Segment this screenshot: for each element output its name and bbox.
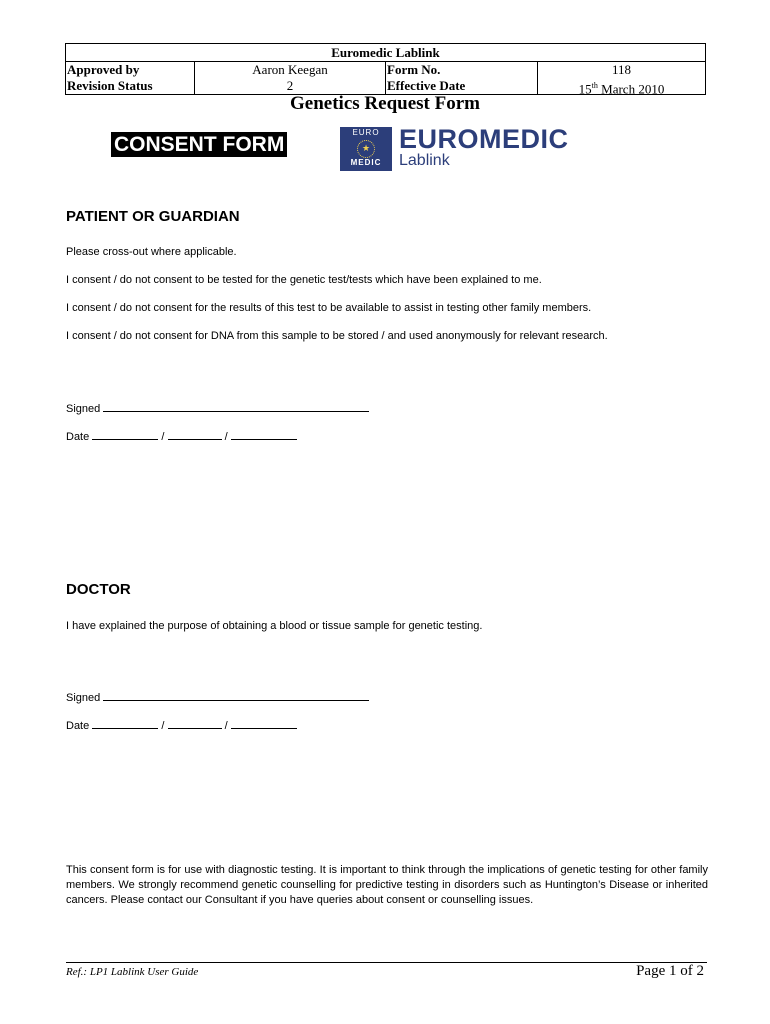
logo-wordmark: EUROMEDIC — [399, 124, 569, 154]
patient-consent-statement: I consent / do not consent for DNA from this sample to be stored / and used anonymously for relevant research. — [66, 330, 608, 342]
patient-section-heading: PATIENT OR GUARDIAN — [66, 208, 240, 225]
footer-divider — [66, 962, 707, 963]
patient-instruction: Please cross-out where applicable. — [66, 246, 237, 258]
form-no-value: 118 — [611, 62, 632, 77]
patient-signature-field[interactable] — [103, 400, 369, 412]
date-separator: / — [161, 431, 165, 443]
doctor-statement: I have explained the purpose of obtaining a blood or tissue sample for genetic testing. — [66, 620, 483, 632]
logo-box-top-text: EURO — [352, 128, 380, 137]
header-row-revision — [66, 78, 705, 97]
patient-date-day-field[interactable] — [92, 428, 158, 440]
approved-by-label: Approved by — [67, 62, 140, 77]
revision-status-label: Revision Status — [67, 78, 153, 93]
doctor-signed-label: Signed — [66, 692, 101, 704]
footer-reference: Ref.: LP1 Lablink User Guide — [66, 966, 199, 978]
patient-date-label: Date — [66, 431, 90, 443]
form-no-label: Form No. — [387, 62, 441, 77]
patient-signature-line — [66, 400, 369, 415]
date-separator: / — [224, 431, 228, 443]
date-separator: / — [161, 720, 165, 732]
consent-form-banner: CONSENT FORM — [111, 132, 287, 157]
document-title: Genetics Request Form — [290, 93, 480, 114]
consent-usage-note: This consent form is for use with diagnostic testing. It is important to think through the implications of genetic testing for other family members. We strongly recommend genetic counselling for predictive testing in disorders such as Huntington’s Disease or inherited cancers. Please contact our Consultant if you have queries about consent or counselling issues. — [66, 864, 708, 906]
patient-date-line — [66, 428, 297, 443]
logo-box-mid-text: MEDIC — [350, 158, 382, 167]
effective-date-label: Effective Date — [387, 78, 466, 93]
document-header-table — [65, 43, 706, 95]
page-number: Page 1 of 2 — [636, 963, 704, 979]
patient-consent-statement: I consent / do not consent to be tested for the genetic test/tests which have been explained to me. — [66, 274, 542, 286]
patient-date-year-field[interactable] — [231, 428, 297, 440]
euromedic-logo-icon — [340, 127, 392, 171]
patient-date-month-field[interactable] — [168, 428, 222, 440]
doctor-date-month-field[interactable] — [168, 717, 222, 729]
patient-signed-label: Signed — [66, 403, 101, 415]
doctor-date-year-field[interactable] — [231, 717, 297, 729]
effective-day: 15 — [578, 81, 592, 97]
doctor-signature-line — [66, 689, 369, 704]
effective-day-suffix: th — [591, 81, 598, 90]
patient-consent-statement: I consent / do not consent for the results of this test to be available to assist in testing other family members. — [66, 302, 592, 314]
eu-stars-icon: ★ — [357, 140, 375, 158]
effective-month-year: March 2010 — [597, 81, 665, 97]
doctor-date-line — [66, 717, 297, 732]
doctor-signature-field[interactable] — [103, 689, 369, 701]
header-row-approval — [66, 62, 705, 78]
doctor-date-day-field[interactable] — [92, 717, 158, 729]
organization-name: Euromedic Lablink — [66, 44, 705, 62]
doctor-date-label: Date — [66, 720, 90, 732]
logo-subtitle: Lablink — [399, 152, 450, 169]
approved-by-value: Aaron Keegan — [252, 62, 328, 77]
revision-status-value: 2 — [286, 78, 294, 93]
doctor-section-heading: DOCTOR — [66, 581, 131, 598]
date-separator: / — [224, 720, 228, 732]
